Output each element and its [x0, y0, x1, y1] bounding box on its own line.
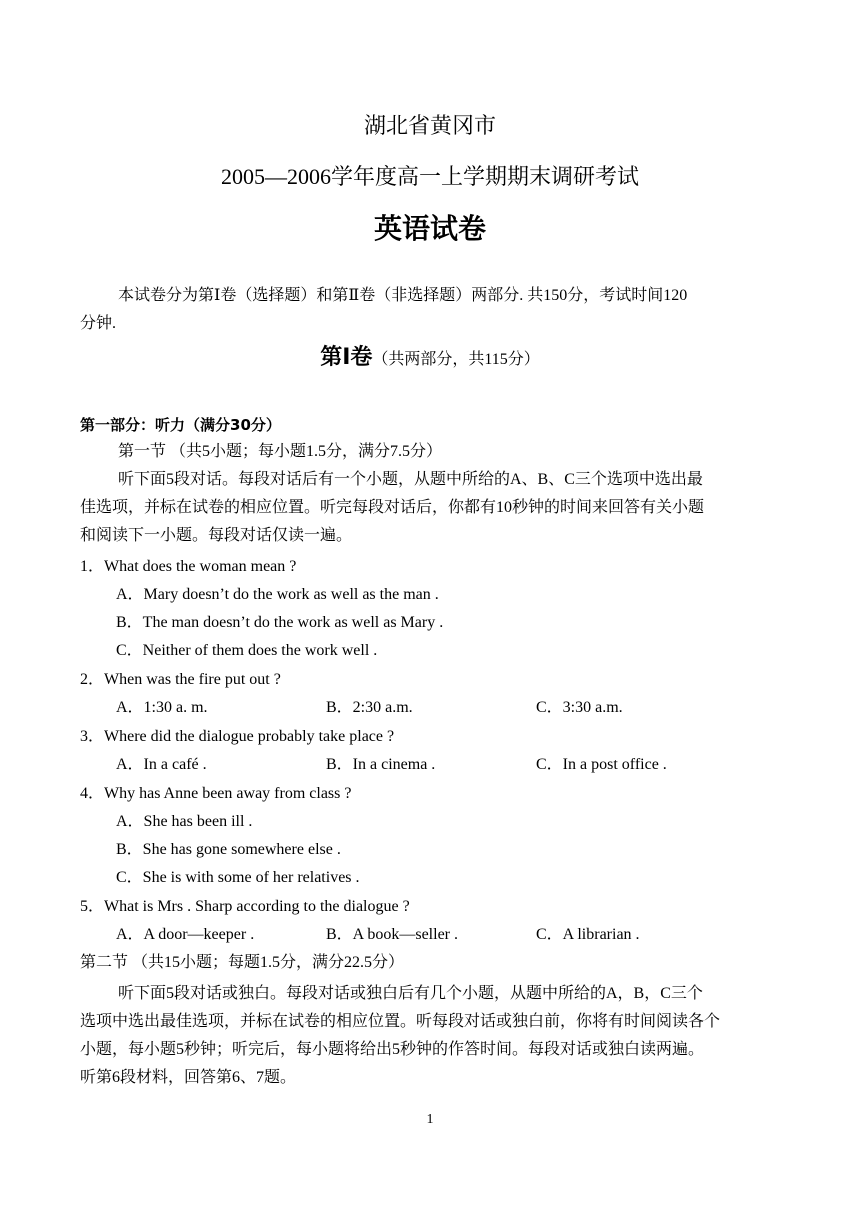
- volume-note: （共两部分，共115分）: [372, 351, 540, 368]
- header-exam-title: 2005—2006学年度高一上学期期末调研考试: [220, 164, 639, 189]
- part1-heading: 第一部分：听力（满分30分）: [80, 416, 281, 434]
- question-2-option-b: B．2:30 a.m.: [326, 699, 413, 716]
- instruction-line-1: 听下面5段对话。每段对话后有一个小题，从题中所给的A、B、C三个选项中选出最: [118, 471, 703, 488]
- section2-instruction-line-4: 听第6段材料，回答第6、7题。: [80, 1069, 297, 1086]
- section2-instruction-line-3: 小题，每小题5秒钟；听完后，每小题将给出5秒钟的作答时间。每段对话或独白读两遍。: [80, 1041, 705, 1058]
- question-3-option-b: B．In a cinema .: [326, 756, 436, 773]
- question-1-option-b: B．The man doesn’t do the work as well as Mary .: [116, 614, 444, 631]
- intro-line-2: 分钟.: [80, 315, 117, 332]
- instruction-line-2: 佳选项，并标在试卷的相应位置。听完每段对话后，你都有10秒钟的时间来回答有关小题: [80, 499, 705, 516]
- volume-title: 第Ⅰ卷: [320, 345, 373, 370]
- section2-instruction-line-1: 听下面5段对话或独白。每段对话或独白后有几个小题，从题中所给的A，B，C三个: [118, 985, 703, 1002]
- section2-title: 第二节 （共15小题；每题1.5分，满分22.5分）: [80, 954, 405, 971]
- question-5-option-b: B．A book—seller .: [326, 926, 458, 943]
- question-3-stem: 3．Where did the dialogue probably take place ?: [80, 728, 395, 745]
- page-title: 英语试卷: [373, 212, 486, 245]
- question-5-option-c: C．A librarian .: [536, 926, 640, 943]
- intro-line-1: 本试卷分为第Ⅰ卷（选择题）和第Ⅱ卷（非选择题）两部分. 共150分，考试时间120: [118, 287, 688, 304]
- question-3-option-a: A．In a café .: [116, 756, 207, 773]
- question-5-option-a: A．A door—keeper .: [116, 926, 255, 943]
- instruction-line-3: 和阅读下一小题。每段对话仅读一遍。: [80, 527, 353, 544]
- question-2-option-c: C．3:30 a.m.: [536, 699, 623, 716]
- volume-heading: [0, 340, 860, 371]
- question-3-option-c: C．In a post office .: [536, 756, 667, 773]
- question-5-stem: 5．What is Mrs . Sharp according to the dialogue ?: [80, 898, 410, 915]
- question-1-stem: 1．What does the woman mean ?: [80, 558, 297, 575]
- question-1-option-a: A．Mary doesn’t do the work as well as the man .: [116, 586, 439, 603]
- question-4-option-c: C．She is with some of her relatives .: [116, 869, 360, 886]
- section1-title: 第一节 （共5小题；每小题1.5分，满分7.5分）: [118, 443, 443, 460]
- question-2-stem: 2．When was the fire put out ?: [80, 671, 281, 688]
- question-1-option-c: C．Neither of them does the work well .: [116, 642, 378, 659]
- question-2-option-a: A．1:30 a. m.: [116, 699, 208, 716]
- question-4-option-a: A．She has been ill .: [116, 813, 253, 830]
- header-region: 湖北省黄冈市: [363, 113, 496, 138]
- page-number: 1: [426, 1112, 434, 1127]
- question-4-option-b: B．She has gone somewhere else .: [116, 841, 341, 858]
- section2-instruction-line-2: 选项中选出最佳选项，并标在试卷的相应位置。听每段对话或独白前，你将有时间阅读各个: [80, 1013, 721, 1030]
- question-4-stem: 4．Why has Anne been away from class ?: [80, 785, 352, 802]
